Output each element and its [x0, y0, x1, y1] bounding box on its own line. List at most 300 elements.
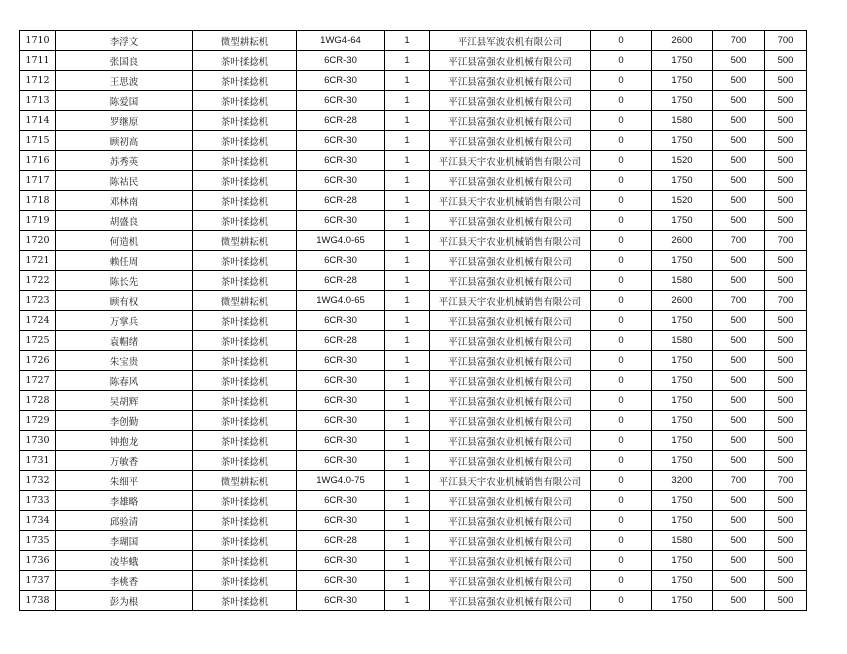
quantity-cell: 1 [385, 51, 430, 71]
farmer-name-cell: 李桃香 [56, 571, 193, 591]
central-subsidy-cell: 500 [713, 71, 765, 91]
machine-type-cell: 茶叶揉捻机 [193, 351, 297, 371]
table-row [20, 471, 807, 491]
farmer-name-cell: 陈春风 [56, 371, 193, 391]
total-subsidy-cell: 700 [765, 31, 807, 51]
central-subsidy-cell: 500 [713, 351, 765, 371]
dealer-company-cell: 平江县富强农业机械有限公司 [430, 571, 591, 591]
cell-zero-cell: 0 [591, 91, 652, 111]
quantity-cell: 1 [385, 291, 430, 311]
dealer-company-cell: 平江县富强农业机械有限公司 [430, 371, 591, 391]
central-subsidy-cell: 700 [713, 231, 765, 251]
dealer-company-cell: 平江县富强农业机械有限公司 [430, 451, 591, 471]
row-number-cell: 1721 [20, 251, 56, 271]
unit-price-cell: 2600 [652, 31, 713, 51]
row-number-cell: 1727 [20, 371, 56, 391]
row-number-cell: 1725 [20, 331, 56, 351]
unit-price-cell: 1750 [652, 351, 713, 371]
cell-zero-cell: 0 [591, 51, 652, 71]
table-row [20, 591, 807, 611]
machine-model-cell: 6CR-30 [297, 491, 385, 511]
quantity-cell: 1 [385, 171, 430, 191]
total-subsidy-cell: 500 [765, 71, 807, 91]
table-row [20, 451, 807, 471]
total-subsidy-cell: 500 [765, 211, 807, 231]
machine-model-cell: 6CR-30 [297, 91, 385, 111]
farmer-name-cell: 邓林南 [56, 191, 193, 211]
table-row [20, 211, 807, 231]
central-subsidy-cell: 500 [713, 571, 765, 591]
row-number-cell: 1717 [20, 171, 56, 191]
central-subsidy-cell: 500 [713, 51, 765, 71]
farmer-name-cell: 吴胡辉 [56, 391, 193, 411]
row-number-cell: 1723 [20, 291, 56, 311]
central-subsidy-cell: 700 [713, 31, 765, 51]
cell-zero-cell: 0 [591, 271, 652, 291]
unit-price-cell: 1750 [652, 251, 713, 271]
dealer-company-cell: 平江县天宇农业机械销售有限公司 [430, 191, 591, 211]
machine-model-cell: 6CR-30 [297, 71, 385, 91]
dealer-company-cell: 平江县天宇农业机械销售有限公司 [430, 471, 591, 491]
total-subsidy-cell: 500 [765, 571, 807, 591]
table-row [20, 511, 807, 531]
dealer-company-cell: 平江县富强农业机械有限公司 [430, 51, 591, 71]
row-number-cell: 1718 [20, 191, 56, 211]
table-row [20, 71, 807, 91]
total-subsidy-cell: 700 [765, 291, 807, 311]
row-number-cell: 1726 [20, 351, 56, 371]
machine-model-cell: 6CR-30 [297, 311, 385, 331]
central-subsidy-cell: 700 [713, 291, 765, 311]
dealer-company-cell: 平江县富强农业机械有限公司 [430, 171, 591, 191]
dealer-company-cell: 平江县富强农业机械有限公司 [430, 91, 591, 111]
dealer-company-cell: 平江县富强农业机械有限公司 [430, 551, 591, 571]
dealer-company-cell: 平江县富强农业机械有限公司 [430, 391, 591, 411]
cell-zero-cell: 0 [591, 131, 652, 151]
unit-price-cell: 1750 [652, 51, 713, 71]
total-subsidy-cell: 500 [765, 251, 807, 271]
quantity-cell: 1 [385, 131, 430, 151]
machine-model-cell: 6CR-30 [297, 451, 385, 471]
dealer-company-cell: 平江县富强农业机械有限公司 [430, 211, 591, 231]
machine-model-cell: 1WG4.0-65 [297, 231, 385, 251]
cell-zero-cell: 0 [591, 31, 652, 51]
quantity-cell: 1 [385, 31, 430, 51]
cell-zero-cell: 0 [591, 411, 652, 431]
quantity-cell: 1 [385, 551, 430, 571]
dealer-company-cell: 平江县富强农业机械有限公司 [430, 411, 591, 431]
cell-zero-cell: 0 [591, 511, 652, 531]
dealer-company-cell: 平江县富强农业机械有限公司 [430, 131, 591, 151]
unit-price-cell: 1520 [652, 191, 713, 211]
machine-type-cell: 微型耕耘机 [193, 231, 297, 251]
machine-type-cell: 茶叶揉捻机 [193, 71, 297, 91]
machine-model-cell: 1WG4.0-75 [297, 471, 385, 491]
machine-model-cell: 6CR-30 [297, 411, 385, 431]
farmer-name-cell: 万敏香 [56, 451, 193, 471]
unit-price-cell: 1750 [652, 551, 713, 571]
farmer-name-cell: 王思波 [56, 71, 193, 91]
table-row [20, 291, 807, 311]
total-subsidy-cell: 500 [765, 51, 807, 71]
row-number-cell: 1714 [20, 111, 56, 131]
total-subsidy-cell: 500 [765, 151, 807, 171]
quantity-cell: 1 [385, 351, 430, 371]
central-subsidy-cell: 500 [713, 491, 765, 511]
total-subsidy-cell: 500 [765, 551, 807, 571]
farmer-name-cell: 彭为根 [56, 591, 193, 611]
table-row [20, 51, 807, 71]
cell-zero-cell: 0 [591, 451, 652, 471]
machine-type-cell: 茶叶揉捻机 [193, 411, 297, 431]
row-number-cell: 1710 [20, 31, 56, 51]
cell-zero-cell: 0 [591, 291, 652, 311]
cell-zero-cell: 0 [591, 331, 652, 351]
farmer-name-cell: 苏秀英 [56, 151, 193, 171]
row-number-cell: 1720 [20, 231, 56, 251]
central-subsidy-cell: 500 [713, 271, 765, 291]
cell-zero-cell: 0 [591, 571, 652, 591]
machine-model-cell: 6CR-30 [297, 211, 385, 231]
unit-price-cell: 1750 [652, 491, 713, 511]
table-row [20, 131, 807, 151]
machine-model-cell: 6CR-30 [297, 251, 385, 271]
quantity-cell: 1 [385, 111, 430, 131]
cell-zero-cell: 0 [591, 551, 652, 571]
dealer-company-cell: 平江县富强农业机械有限公司 [430, 331, 591, 351]
total-subsidy-cell: 500 [765, 411, 807, 431]
machine-type-cell: 茶叶揉捻机 [193, 151, 297, 171]
machine-type-cell: 茶叶揉捻机 [193, 391, 297, 411]
quantity-cell: 1 [385, 511, 430, 531]
farmer-name-cell: 罗继原 [56, 111, 193, 131]
total-subsidy-cell: 500 [765, 511, 807, 531]
quantity-cell: 1 [385, 571, 430, 591]
central-subsidy-cell: 500 [713, 591, 765, 611]
central-subsidy-cell: 500 [713, 211, 765, 231]
cell-zero-cell: 0 [591, 111, 652, 131]
quantity-cell: 1 [385, 191, 430, 211]
cell-zero-cell: 0 [591, 531, 652, 551]
unit-price-cell: 1750 [652, 71, 713, 91]
unit-price-cell: 1520 [652, 151, 713, 171]
table-row [20, 311, 807, 331]
farmer-name-cell: 顾有权 [56, 291, 193, 311]
table-row [20, 271, 807, 291]
central-subsidy-cell: 500 [713, 431, 765, 451]
farmer-name-cell: 朱宝贵 [56, 351, 193, 371]
table-row [20, 431, 807, 451]
machine-type-cell: 茶叶揉捻机 [193, 511, 297, 531]
machine-type-cell: 微型耕耘机 [193, 291, 297, 311]
farmer-name-cell: 邱验清 [56, 511, 193, 531]
table-row [20, 531, 807, 551]
row-number-cell: 1734 [20, 511, 56, 531]
quantity-cell: 1 [385, 151, 430, 171]
machine-model-cell: 6CR-28 [297, 331, 385, 351]
unit-price-cell: 1750 [652, 391, 713, 411]
machine-type-cell: 茶叶揉捻机 [193, 171, 297, 191]
total-subsidy-cell: 500 [765, 491, 807, 511]
unit-price-cell: 1750 [652, 571, 713, 591]
dealer-company-cell: 平江县富强农业机械有限公司 [430, 71, 591, 91]
dealer-company-cell: 平江县富强农业机械有限公司 [430, 491, 591, 511]
total-subsidy-cell: 500 [765, 331, 807, 351]
farmer-name-cell: 李浮文 [56, 31, 193, 51]
quantity-cell: 1 [385, 391, 430, 411]
total-subsidy-cell: 500 [765, 171, 807, 191]
unit-price-cell: 1750 [652, 311, 713, 331]
table-row [20, 251, 807, 271]
central-subsidy-cell: 500 [713, 451, 765, 471]
total-subsidy-cell: 500 [765, 351, 807, 371]
table-row [20, 371, 807, 391]
machine-type-cell: 茶叶揉捻机 [193, 551, 297, 571]
central-subsidy-cell: 500 [713, 171, 765, 191]
unit-price-cell: 1750 [652, 171, 713, 191]
total-subsidy-cell: 500 [765, 271, 807, 291]
quantity-cell: 1 [385, 531, 430, 551]
quantity-cell: 1 [385, 371, 430, 391]
machine-model-cell: 6CR-30 [297, 431, 385, 451]
machine-model-cell: 6CR-28 [297, 271, 385, 291]
central-subsidy-cell: 500 [713, 251, 765, 271]
central-subsidy-cell: 500 [713, 191, 765, 211]
table-row [20, 391, 807, 411]
cell-zero-cell: 0 [591, 211, 652, 231]
central-subsidy-cell: 700 [713, 471, 765, 491]
row-number-cell: 1735 [20, 531, 56, 551]
machine-type-cell: 茶叶揉捻机 [193, 191, 297, 211]
cell-zero-cell: 0 [591, 431, 652, 451]
total-subsidy-cell: 500 [765, 591, 807, 611]
farmer-name-cell: 顾初高 [56, 131, 193, 151]
machine-model-cell: 6CR-30 [297, 551, 385, 571]
cell-zero-cell: 0 [591, 311, 652, 331]
unit-price-cell: 2600 [652, 291, 713, 311]
dealer-company-cell: 平江县富强农业机械有限公司 [430, 311, 591, 331]
row-number-cell: 1715 [20, 131, 56, 151]
dealer-company-cell: 平江县富强农业机械有限公司 [430, 431, 591, 451]
machine-type-cell: 茶叶揉捻机 [193, 51, 297, 71]
farmer-name-cell: 李瑚国 [56, 531, 193, 551]
cell-zero-cell: 0 [591, 171, 652, 191]
dealer-company-cell: 平江县天宇农业机械销售有限公司 [430, 231, 591, 251]
machine-model-cell: 6CR-28 [297, 111, 385, 131]
unit-price-cell: 1750 [652, 131, 713, 151]
farmer-name-cell: 张国良 [56, 51, 193, 71]
total-subsidy-cell: 500 [765, 371, 807, 391]
central-subsidy-cell: 500 [713, 371, 765, 391]
unit-price-cell: 1750 [652, 91, 713, 111]
quantity-cell: 1 [385, 251, 430, 271]
unit-price-cell: 3200 [652, 471, 713, 491]
unit-price-cell: 1750 [652, 371, 713, 391]
unit-price-cell: 1750 [652, 411, 713, 431]
row-number-cell: 1733 [20, 491, 56, 511]
table-row [20, 111, 807, 131]
quantity-cell: 1 [385, 451, 430, 471]
row-number-cell: 1730 [20, 431, 56, 451]
dealer-company-cell: 平江县天宇农业机械销售有限公司 [430, 151, 591, 171]
total-subsidy-cell: 500 [765, 391, 807, 411]
table-row [20, 171, 807, 191]
table-row [20, 231, 807, 251]
machine-model-cell: 6CR-30 [297, 351, 385, 371]
unit-price-cell: 1580 [652, 531, 713, 551]
central-subsidy-cell: 500 [713, 151, 765, 171]
quantity-cell: 1 [385, 311, 430, 331]
farmer-name-cell: 陈长先 [56, 271, 193, 291]
machine-model-cell: 6CR-30 [297, 151, 385, 171]
unit-price-cell: 1750 [652, 211, 713, 231]
total-subsidy-cell: 500 [765, 131, 807, 151]
table-row [20, 491, 807, 511]
dealer-company-cell: 平江县富强农业机械有限公司 [430, 251, 591, 271]
total-subsidy-cell: 500 [765, 91, 807, 111]
row-number-cell: 1711 [20, 51, 56, 71]
quantity-cell: 1 [385, 591, 430, 611]
machine-model-cell: 6CR-30 [297, 571, 385, 591]
central-subsidy-cell: 500 [713, 331, 765, 351]
row-number-cell: 1728 [20, 391, 56, 411]
central-subsidy-cell: 500 [713, 551, 765, 571]
machine-type-cell: 茶叶揉捻机 [193, 591, 297, 611]
total-subsidy-cell: 500 [765, 311, 807, 331]
dealer-company-cell: 平江县富强农业机械有限公司 [430, 111, 591, 131]
row-number-cell: 1736 [20, 551, 56, 571]
machine-type-cell: 茶叶揉捻机 [193, 491, 297, 511]
quantity-cell: 1 [385, 411, 430, 431]
unit-price-cell: 1580 [652, 331, 713, 351]
total-subsidy-cell: 500 [765, 111, 807, 131]
row-number-cell: 1737 [20, 571, 56, 591]
farmer-name-cell: 赖任周 [56, 251, 193, 271]
quantity-cell: 1 [385, 471, 430, 491]
machine-model-cell: 6CR-30 [297, 171, 385, 191]
dealer-company-cell: 平江县富强农业机械有限公司 [430, 591, 591, 611]
total-subsidy-cell: 700 [765, 471, 807, 491]
total-subsidy-cell: 500 [765, 191, 807, 211]
farmer-name-cell: 胡盛良 [56, 211, 193, 231]
machine-type-cell: 茶叶揉捻机 [193, 91, 297, 111]
cell-zero-cell: 0 [591, 391, 652, 411]
dealer-company-cell: 平江县富强农业机械有限公司 [430, 511, 591, 531]
machine-model-cell: 6CR-30 [297, 131, 385, 151]
machine-model-cell: 6CR-30 [297, 51, 385, 71]
unit-price-cell: 1750 [652, 431, 713, 451]
farmer-name-cell: 凌毕蛾 [56, 551, 193, 571]
machine-type-cell: 茶叶揉捻机 [193, 211, 297, 231]
table-row [20, 351, 807, 371]
farmer-name-cell: 何造机 [56, 231, 193, 251]
farmer-name-cell: 朱细平 [56, 471, 193, 491]
dealer-company-cell: 平江县富强农业机械有限公司 [430, 531, 591, 551]
central-subsidy-cell: 500 [713, 511, 765, 531]
cell-zero-cell: 0 [591, 591, 652, 611]
row-number-cell: 1722 [20, 271, 56, 291]
table-row [20, 571, 807, 591]
farmer-name-cell: 李雄略 [56, 491, 193, 511]
machine-type-cell: 茶叶揉捻机 [193, 111, 297, 131]
total-subsidy-cell: 700 [765, 231, 807, 251]
machine-model-cell: 6CR-28 [297, 191, 385, 211]
farmer-name-cell: 陈爱国 [56, 91, 193, 111]
total-subsidy-cell: 500 [765, 431, 807, 451]
cell-zero-cell: 0 [591, 151, 652, 171]
unit-price-cell: 1750 [652, 511, 713, 531]
table-row [20, 151, 807, 171]
row-number-cell: 1719 [20, 211, 56, 231]
unit-price-cell: 1750 [652, 591, 713, 611]
central-subsidy-cell: 500 [713, 311, 765, 331]
row-number-cell: 1724 [20, 311, 56, 331]
machine-type-cell: 茶叶揉捻机 [193, 531, 297, 551]
central-subsidy-cell: 500 [713, 531, 765, 551]
machine-type-cell: 微型耕耘机 [193, 31, 297, 51]
row-number-cell: 1731 [20, 451, 56, 471]
quantity-cell: 1 [385, 91, 430, 111]
machine-type-cell: 茶叶揉捻机 [193, 371, 297, 391]
farmer-name-cell: 钟抱龙 [56, 431, 193, 451]
central-subsidy-cell: 500 [713, 131, 765, 151]
machine-model-cell: 6CR-30 [297, 371, 385, 391]
table-row [20, 551, 807, 571]
quantity-cell: 1 [385, 331, 430, 351]
cell-zero-cell: 0 [591, 231, 652, 251]
machine-type-cell: 茶叶揉捻机 [193, 451, 297, 471]
cell-zero-cell: 0 [591, 351, 652, 371]
table-row [20, 31, 807, 51]
row-number-cell: 1732 [20, 471, 56, 491]
cell-zero-cell: 0 [591, 471, 652, 491]
quantity-cell: 1 [385, 271, 430, 291]
machine-model-cell: 1WG4-64 [297, 31, 385, 51]
machine-type-cell: 茶叶揉捻机 [193, 131, 297, 151]
dealer-company-cell: 平江县富强农业机械有限公司 [430, 351, 591, 371]
machine-type-cell: 茶叶揉捻机 [193, 311, 297, 331]
quantity-cell: 1 [385, 71, 430, 91]
quantity-cell: 1 [385, 211, 430, 231]
machine-type-cell: 微型耕耘机 [193, 471, 297, 491]
total-subsidy-cell: 500 [765, 451, 807, 471]
machine-type-cell: 茶叶揉捻机 [193, 571, 297, 591]
unit-price-cell: 1580 [652, 271, 713, 291]
machine-type-cell: 茶叶揉捻机 [193, 271, 297, 291]
row-number-cell: 1738 [20, 591, 56, 611]
dealer-company-cell: 平江县天宇农业机械销售有限公司 [430, 291, 591, 311]
cell-zero-cell: 0 [591, 71, 652, 91]
machine-model-cell: 1WG4.0-65 [297, 291, 385, 311]
table-row [20, 91, 807, 111]
quantity-cell: 1 [385, 431, 430, 451]
row-number-cell: 1729 [20, 411, 56, 431]
machine-type-cell: 茶叶揉捻机 [193, 251, 297, 271]
quantity-cell: 1 [385, 491, 430, 511]
machine-model-cell: 6CR-30 [297, 591, 385, 611]
farmer-name-cell: 李创勤 [56, 411, 193, 431]
row-number-cell: 1712 [20, 71, 56, 91]
unit-price-cell: 1750 [652, 451, 713, 471]
unit-price-cell: 1580 [652, 111, 713, 131]
subsidy-table [19, 30, 807, 611]
unit-price-cell: 2600 [652, 231, 713, 251]
total-subsidy-cell: 500 [765, 531, 807, 551]
table-row [20, 331, 807, 351]
cell-zero-cell: 0 [591, 371, 652, 391]
machine-model-cell: 6CR-30 [297, 511, 385, 531]
table-row [20, 411, 807, 431]
